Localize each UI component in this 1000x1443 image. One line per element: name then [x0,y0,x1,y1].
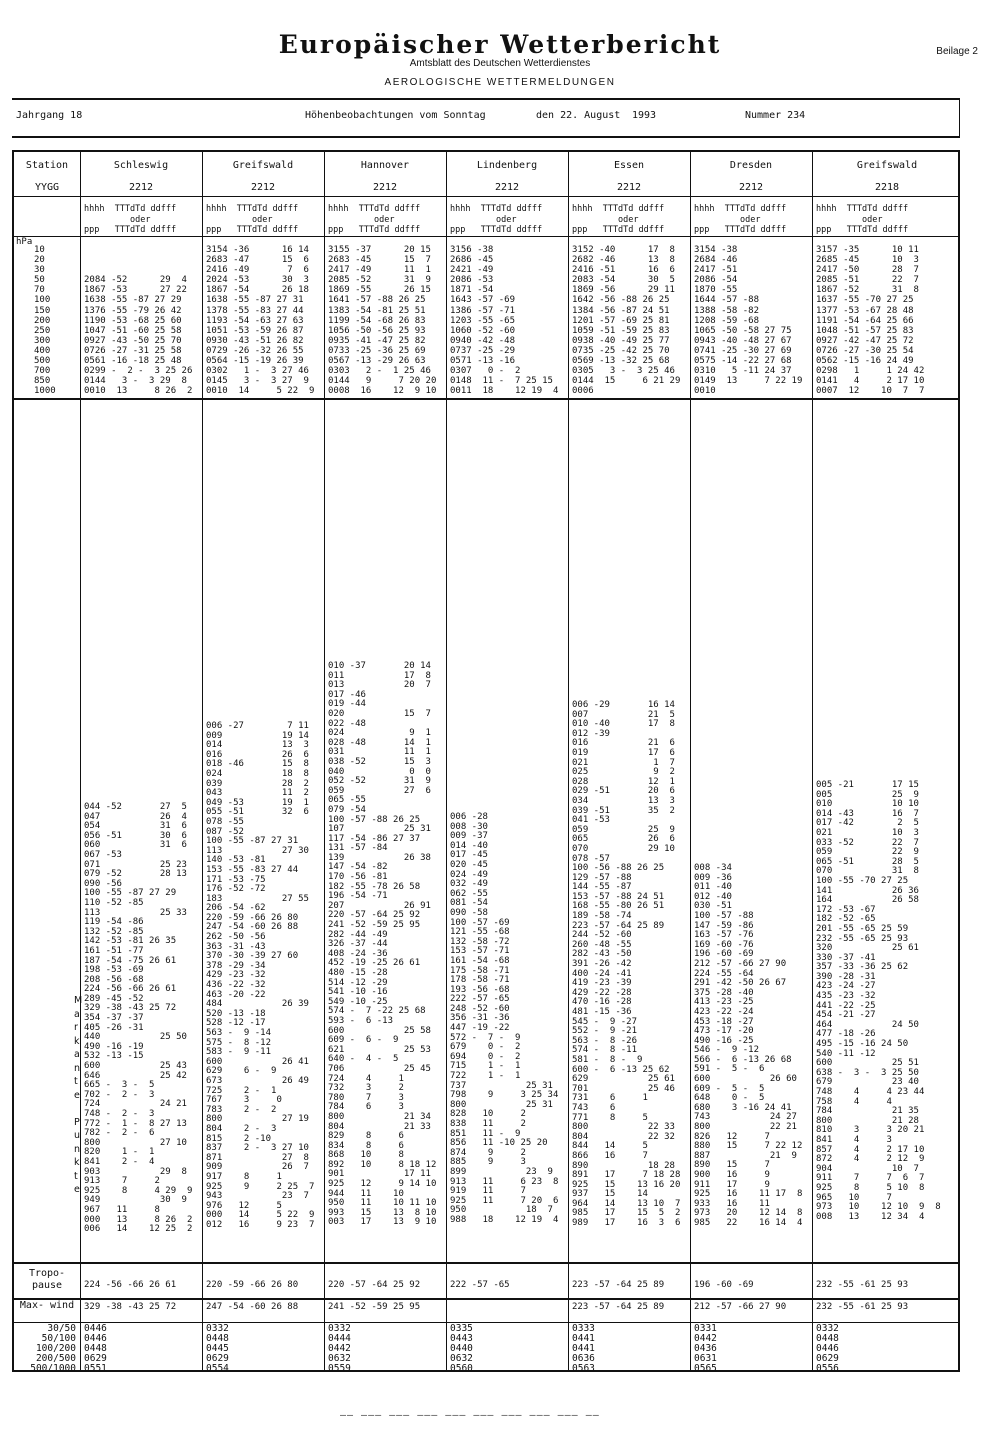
standard-levels: 3154 -38 2684 -46 2417 -51 2086 -54 1870 -55 1644 -57 -88 1388 -58 -82 1208 -59 -68 1065 -50 -58 27 75 0943 -40 -48 27 67 0741 -25 -30 27 69 0575 -14 -22 27 68 0310 5 -11 24 37 0149 13 7 22 19 0010 [694,245,803,397]
tropopause-value: 224 -56 -66 26 61 [84,1280,177,1290]
station-yygg: 2212 [250,182,276,193]
maxwind-value: 232 -55 -61 25 93 [816,1302,909,1312]
station-yygg: 2212 [738,182,764,193]
significant-levels: 044 -52 27 5 047 26 4 054 31 6 056 -51 30 6 060 31 6 067 -53 071 25 23 079 -52 28 13 090 -56 100 -55 -87 27 29 110 -52 -85 113 25 33 119 -54 -86 132 -52 -85 142 -53 -81 26 35 161 -51 -77 187 -54 -75 26 61 198 -53 -69 208 -56 -68 224 -56 -66 26 61 289 -45 -52 329 -38 -43 25 72 354 -37 -37 405 -26 -31 440 25 50 490 -16 -19 532 -13 -15 600 25 43 646 25 42 665 - 3 - 5 702 - 2 - 3 724 24 21 748 - 2 - 3 772 - 1 - 8 27 13 782 - 2 - 6 800 27 10 820 1 - 1 841 2 - 4 903 29 8 913 7 2 925 8 4 29 9 949 30 9 967 11 8 000 13 8 26 2 006 14 12 25 2 [84,802,193,1235]
shear-values: 0331 0442 0436 0631 0565 [694,1323,717,1375]
significant-levels: 005 -21 17 15 005 25 9 010 10 10 014 -43 16 7 017 -42 2 5 021 10 3 033 -52 22 7 059 22 9 065 -51 28 5 070 31 8 100 -55 -70 27 25 141 26 36 164 26 58 172 -53 -67 182 -52 -65 201 -55 -65 25 59 232 -55 -65 25 93 320 25 61 330 -37 -41 357 -33 -36 25 62 390 -28 -31 423 -24 -27 435 -23 -32 441 -22 -25 454 -21 -27 464 24 50 477 -18 -26 495 -15 -16 24 50 540 -11 -12 600 25 51 638 - 3 - 3 25 50 679 23 40 748 4 4 23 44 758 4 4 784 21 35 800 21 28 810 3 3 20 21 841 4 3 857 4 2 17 10 872 4 2 12 9 904 10 7 911 7 7 6 7 925 8 5 10 8 965 10 7 973 10 12 10 9 8 008 13 12 34 4 [816,780,941,1222]
station-yygg: 2212 [372,182,398,193]
jahrgang: Jahrgang 18 [16,110,83,121]
significant-levels: 008 -34 009 -36 011 -40 012 -40 030 -51 100 -57 -88 147 -59 -86 163 -57 -76 169 -60 -76 196 -60 -69 212 -57 -66 27 90 224 -55 -64 291 -42 -50 26 67 375 -28 -40 413 -23 -25 423 -22 -24 453 -18 -27 473 -17 -20 490 -16 -25 546 - 9 -12 566 - 6 -13 26 68 591 - 5 - 6 600 26 60 609 - 5 - 5 648 0 - 5 680 3 -16 24 41 743 24 27 800 22 21 826 12 7 880 15 7 22 12 887 21 9 890 15 7 900 16 9 911 17 9 925 16 11 17 8 933 16 11 973 20 12 14 8 985 22 16 14 4 [694,863,803,1228]
station-name: Hannover [360,160,410,171]
maxwind-value: 329 -38 -43 25 72 [84,1302,177,1312]
maxwind-value: 241 -52 -59 25 95 [328,1302,421,1312]
shear-values: 0446 0446 0448 0629 0551 [84,1323,107,1375]
report-section-title: AEROLOGISCHE WETTERMELDUNGEN [384,77,616,88]
observation-label: Höhenbeobachtungen vom Sonntag [305,110,486,121]
maxwind-label: Max- wind [19,1300,75,1311]
standard-levels: 3155 -37 20 15 2683 -45 15 7 2417 -49 11 1 2085 -52 31 9 1869 -55 26 15 1641 -57 -88 26 25 1383 -54 -81 25 51 1199 -54 -68 26 83 1056 -50 -56 25 93 0935 -41 -47 25 82 0733 -25 -36 25 69 0567 -13 -29 26 63 0303 2 - 1 25 46 0144 9 7 20 20 0008 16 12 9 10 [328,245,437,397]
station-label: Station [25,160,69,171]
issue-year: 1993 [632,110,657,121]
significant-levels: 006 -27 7 11 009 19 14 014 13 3 016 26 6 018 -46 15 8 024 18 8 039 28 2 043 11 2 049 -53 19 1 055 -51 32 6 078 -55 087 -52 100 -55 -87 27 31 113 27 30 140 -53 -81 153 -55 -83 27 44 171 -53 -75 176 -52 -72 183 27 55 206 -54 -62 220 -59 -66 26 80 247 -54 -60 26 88 262 -50 -56 363 -31 -43 370 -30 -39 27 60 378 -29 -34 429 -23 -32 436 -22 -32 463 -20 -22 484 26 39 520 -13 -18 528 -12 -17 563 - 9 -14 575 - 8 -12 583 - 9 -11 600 26 41 629 6 - 9 673 26 49 725 2 - 1 767 3 0 783 2 - 2 800 27 19 804 2 - 3 815 2 -10 837 2 - 3 27 10 871 27 8 909 26 7 917 8 1 925 9 2 25 7 943 23 7 976 12 5 000 14 5 22 9 012 16 9 23 7 [206,721,315,1230]
shear-values: 0335 0443 0440 0632 0560 [450,1323,473,1375]
tropopause-label: Tropo- pause [28,1268,66,1291]
markante-punkte-label: M a r k a n t e P u n k t e [74,995,83,1195]
standard-levels: 3156 -38 2686 -45 2421 -49 2086 -53 1871 -54 1643 -57 -69 1386 -57 -71 1203 -55 -65 1060 -52 -60 0940 -42 -48 0737 -25 -29 0571 -13 -16 0307 0 - 2 0148 11 - 7 25 15 0011 18 12 19 4 [450,245,559,397]
standard-levels: 3157 -35 10 11 2685 -45 10 3 2417 -50 28 7 2085 -51 22 7 1867 -52 31 8 1637 -55 -70 27 25 1377 -53 -67 28 48 1191 -54 -64 25 66 1048 -51 -57 25 83 0927 -42 -47 25 72 0726 -27 -30 25 54 0562 -15 -16 24 49 0298 1 1 24 42 0141 4 2 17 10 0007 12 10 7 7 [816,245,925,397]
tropopause-value: 232 -55 -61 25 93 [816,1280,909,1290]
shear-values: 0333 0441 0441 0636 0563 [572,1323,595,1375]
standard-levels: 3154 -36 16 14 2683 -47 15 6 2416 -49 7 6 2024 -53 30 3 1867 -54 26 18 1638 -55 -87 27 31 1378 -55 -83 27 44 1193 -54 -63 27 63 1051 -53 -59 26 87 0930 -43 -51 26 82 0729 -26 -32 26 55 0564 -15 -19 26 39 0302 1 - 3 27 46 0145 3 - 3 27 9 0010 14 5 22 9 [206,245,315,397]
station-name: Lindenberg [476,160,538,171]
column-caption: hhhh TTTdTd ddfff oder ppp TTTdTd ddfff [84,204,177,235]
station-name: Schleswig [113,160,169,171]
shear-layers-label: 30/50 50/100 100/200 200/500 500/1000 [30,1323,76,1375]
report-title: Europäischer Wetterbericht [278,30,722,59]
page-footer-rule: —— ——— ——— ——— ——— ——— ——— ——— ——— —— [340,1410,600,1421]
station-yygg: 2212 [616,182,642,193]
column-caption: hhhh TTTdTd ddfff oder ppp TTTdTd ddfff [450,204,543,235]
station-name: Dresden [729,160,773,171]
tropopause-value: 222 -57 -65 [450,1280,510,1290]
maxwind-value: 223 -57 -64 25 89 [572,1302,665,1312]
station-data-table [12,150,960,1375]
hpa-label: hPa [16,237,33,247]
report-subtitle: Amtsblatt des Deutschen Wetterdienstes [409,58,591,69]
yygg-label: YYGG [34,182,60,193]
station-yygg: 2212 [494,182,520,193]
tropopause-value: 220 -59 -66 26 80 [206,1280,299,1290]
beilage-label: Beilage 2 [936,46,978,57]
tropopause-value: 196 -60 -69 [694,1280,754,1290]
column-caption: hhhh TTTdTd ddfff oder ppp TTTdTd ddfff [816,204,909,235]
tropopause-value: 220 -57 -64 25 92 [328,1280,421,1290]
issue-number: Nummer 234 [745,110,806,121]
maxwind-value: 212 -57 -66 27 90 [694,1302,787,1312]
maxwind-value: 247 -54 -60 26 88 [206,1302,299,1312]
shear-values: 0332 0448 0446 0629 0556 [816,1323,839,1375]
tropopause-value: 223 -57 -64 25 89 [572,1280,665,1290]
column-caption: hhhh TTTdTd ddfff oder ppp TTTdTd ddfff [328,204,421,235]
significant-levels: 006 -29 16 14 007 21 5 010 -40 17 8 012 -39 016 21 6 019 17 6 021 1 7 025 9 2 028 12 1 029 -51 20 6 034 13 3 039 -51 35 2 041 -53 059 25 9 065 26 6 070 29 10 078 -57 100 -56 -88 26 25 129 -57 -88 144 -55 -87 153 -57 -88 24 51 168 -55 -80 26 51 189 -58 -74 223 -57 -64 25 89 244 -52 -60 260 -48 -55 282 -43 -50 391 -26 -42 400 -24 -41 419 -23 -39 429 -22 -28 470 -16 -28 481 -15 -36 545 - 9 -27 552 - 9 -21 563 - 8 -26 574 - 8 -11 581 - 8 - 9 600 - 6 -13 25 62 629 25 61 701 25 46 731 6 1 743 6 771 8 5 800 22 33 804 22 32 844 14 5 866 16 7 890 18 28 891 17 7 18 28 925 15 13 16 20 937 15 14 964 14 13 10 7 985 17 15 5 2 989 17 16 3 6 [572,700,681,1229]
station-yygg: 2212 [128,182,154,193]
shear-values: 0332 0448 0445 0629 0554 [206,1323,229,1375]
column-caption: hhhh TTTdTd ddfff oder ppp TTTdTd ddfff [694,204,787,235]
issue-info-bar [12,98,960,138]
issue-date: den 22. August [536,110,621,121]
shear-values: 0332 0444 0442 0632 0559 [328,1323,351,1375]
station-name: Greifswald [232,160,294,171]
standard-levels: 3152 -40 17 8 2682 -46 13 8 2416 -51 16 6 2083 -54 30 5 1869 -56 29 11 1642 -56 -88 26 25 1384 -56 -87 24 51 1201 -57 -69 25 81 1059 -51 -59 25 83 0938 -40 -49 25 77 0735 -25 -42 25 70 0569 -13 -32 25 68 0305 3 - 3 25 46 0144 15 6 21 29 0006 [572,245,681,397]
station-yygg: 2218 [874,182,900,193]
pressure-levels: 10 20 30 50 70 100 150 200 250 300 400 500 700 850 1000 [34,245,56,397]
station-name: Greifswald [856,160,918,171]
column-caption: hhhh TTTdTd ddfff oder ppp TTTdTd ddfff [206,204,299,235]
column-caption: hhhh TTTdTd ddfff oder ppp TTTdTd ddfff [572,204,665,235]
significant-levels: 010 -37 20 14 011 17 8 013 20 7 017 -46 019 -44 020 15 7 022 -48 024 9 1 028 -48 14 1 031 11 1 038 -52 15 3 040 0 0 052 -52 31 9 059 27 6 065 -55 079 -54 100 -57 -88 26 25 107 25 31 117 -54 -86 27 37 131 -57 -84 139 26 38 147 -54 -82 170 -56 -81 182 -55 -78 26 58 196 -54 -71 207 26 91 220 -57 -64 25 92 241 -52 -59 25 95 282 -44 -49 326 -37 -44 408 -24 -36 452 -19 -25 26 61 480 -15 -28 514 -12 -29 541 -10 -16 549 -10 -25 574 - 7 -22 25 68 593 - 6 -13 600 25 58 609 - 6 - 9 621 25 53 640 - 4 - 5 706 25 45 724 4 1 732 3 2 780 7 3 784 6 3 800 21 34 804 21 33 829 8 6 834 8 6 868 10 8 892 10 8 18 12 901 17 11 925 12 9 14 10 944 11 10 950 11 10 11 10 993 15 13 8 10 003 17 13 9 10 [328,661,437,1228]
standard-levels: 2084 -52 29 4 1867 -53 27 22 1638 -55 -87 27 29 1376 -55 -79 26 42 1190 -53 -68 25 60 1047 -51 -60 25 58 0927 -43 -50 25 70 0726 -27 -31 25 58 0561 -16 -18 25 48 0299 - 2 - 3 25 26 0144 3 - 3 29 8 0010 13 8 26 2 [84,275,193,397]
station-name: Essen [613,160,645,171]
significant-levels: 006 -28 008 -30 009 -37 014 -40 017 -45 020 -45 024 -49 032 -49 062 -55 081 -54 090 -58 100 -57 -69 121 -55 -68 132 -58 -72 153 -57 -71 161 -54 -68 175 -58 -71 178 -58 -71 193 -56 -68 222 -57 -65 248 -52 -60 356 -31 -36 447 -19 -22 572 - 7 - 9 679 0 - 2 694 0 - 2 715 1 - 1 722 1 - 1 737 25 31 798 9 3 25 34 800 25 31 828 10 2 838 11 2 851 11 - 9 856 11 -10 25 20 874 9 2 885 9 3 899 23 9 913 11 6 23 8 919 11 7 925 11 7 20 6 950 18 7 988 18 12 19 4 [450,812,559,1225]
